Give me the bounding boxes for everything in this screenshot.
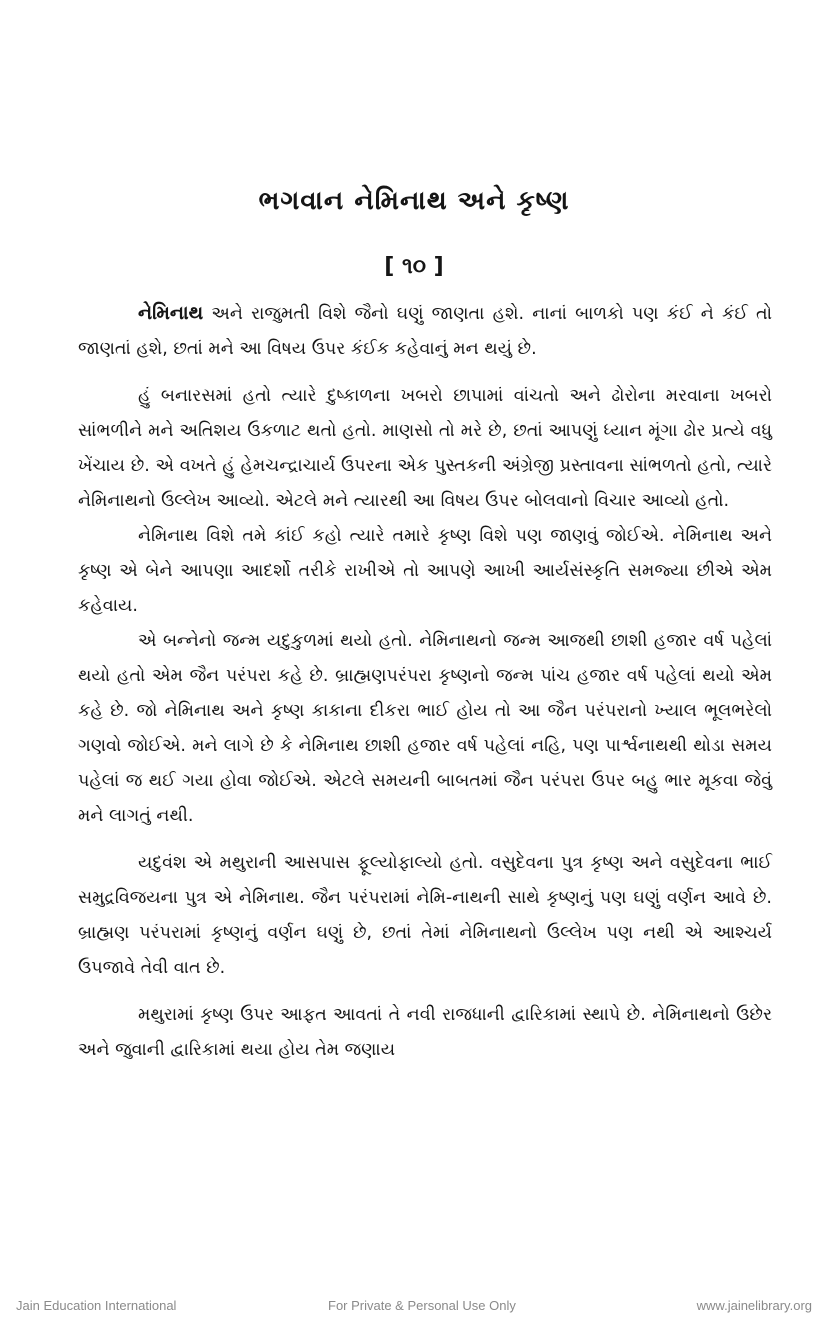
chapter-title: ભગવાન નેમિનાથ અને કૃષ્ણ xyxy=(258,186,570,216)
paragraph-2 xyxy=(78,379,772,519)
footer-website: www.jainelibrary.org xyxy=(696,1298,812,1313)
paragraph-text: યદુવંશ એ મથુરાની આસપાસ ફૂલ્યોફાલ્યો હતો. વસુદેવના પુત્ર કૃષ્ણ અને વસુદેવના ભાઈ સમુદ્રવિજયના પુત્ર એ નેમિનાથ. જૈન પરંપરામાં નેમિ-નાથની સાથે કૃષ્ણનું પણ ઘણું વર્ણન આવે છે. બ્રાહ્મણ પરંપરામાં કૃષ્ણનું વર્ણન ઘણું છે, છતાં તેમાં નેમિનાથનો ઉલ્લેખ પણ નથી એ આશ્ચર્ય ઉપજાવે તેવી વાત છે. xyxy=(78,853,772,978)
paragraph-1 xyxy=(78,296,772,367)
paragraph-text: અને રાજુમતી વિશે જૈનો ઘણું જાણતા હશે. નાનાં બાળકો પણ કંઈ ને કંઈ તો જાણતાં હશે, છતાં મને આ વિષય ઉપર કંઈક કહેવાનું મન થયું છે. xyxy=(78,304,772,359)
chapter-body xyxy=(78,296,772,1068)
paragraph-3 xyxy=(78,519,772,624)
paragraph-5 xyxy=(78,846,772,986)
paragraph-4 xyxy=(78,624,772,834)
paragraph-text: હું બનારસમાં હતો ત્યારે દુષ્કાળના ખબરો છાપામાં વાંચતો અને ઢોરોના મરવાના ખબરો સાંભળીને મને અતિશય ઉકળાટ થતો હતો. માણસો તો મરે છે, છતાં આપણું ધ્યાન મૂંગા ઢોર પ્રત્યે વધુ ખેંચાય છે. એ વખતે હું હેમચન્દ્રાચાર્ય ઉપરના એક પુસ્તકની અંગ્રેજી પ્રસ્તાવના સાંભળતો હતો, ત્યારે નેમિનાથનો ઉલ્લેખ આવ્યો. એટલે મને ત્યારથી આ વિષય ઉપર બોલવાનો વિચાર આવ્યો હતો. xyxy=(78,386,772,511)
chapter-number: [ ૧૦ ] xyxy=(384,254,444,279)
paragraph-6 xyxy=(78,998,772,1068)
footer-publisher: Jain Education International xyxy=(16,1298,177,1313)
paragraph-text: નેમિનાથ વિશે તમે કાંઈ કહો ત્યારે તમારે કૃષ્ણ વિશે પણ જાણવું જોઈએ. નેમિનાથ અને કૃષ્ણ એ બેને આપણા આદર્શો તરીકે રાખીએ તો આપણે આખી આર્યસંસ્કૃતિ સમજ્યા છીએ એમ કહેવાય. xyxy=(78,526,772,616)
paragraph-text: મથુરામાં કૃષ્ણ ઉપર આફત આવતાં તે નવી રાજધાની દ્વારિકામાં સ્થાપે છે. નેમિનાથનો ઉછેર અને જુવાની દ્વારિકામાં થયા હોય તેમ જણાય xyxy=(78,1005,772,1060)
footer-usage-notice: For Private & Personal Use Only xyxy=(328,1298,516,1313)
paragraph-lead-word: નેમિનાથ xyxy=(138,302,204,324)
page-footer xyxy=(0,1298,828,1318)
paragraph-text: એ બન્નેનો જન્મ યદુકુળમાં થયો હતો. નેમિનાથનો જન્મ આજથી છાશી હજાર વર્ષ પહેલાં થયો હતો એમ જૈન પરંપરા કહે છે. બ્રાહ્મણપરંપરા કૃષ્ણનો જન્મ પાંચ હજાર વર્ષ પહેલાં થયો એમ કહે છે. જો નેમિનાથ અને કૃષ્ણ કાકાના દીકરા ભાઈ હોય તો આ જૈન પરંપરાનો ખ્યાલ ભૂલભરેલો ગણવો જોઈએ. મને લાગે છે કે નેમિનાથ છાશી હજાર વર્ષ પહેલાં નહિ, પણ પાર્શ્વનાથથી થોડા સમય પહેલાં જ થઈ ગયા હોવા જોઈએ. એટલે સમયની બાબતમાં જૈન પરંપરા ઉપર બહુ ભાર મૂકવા જેવું મને લાગતું નથી. xyxy=(78,631,772,826)
